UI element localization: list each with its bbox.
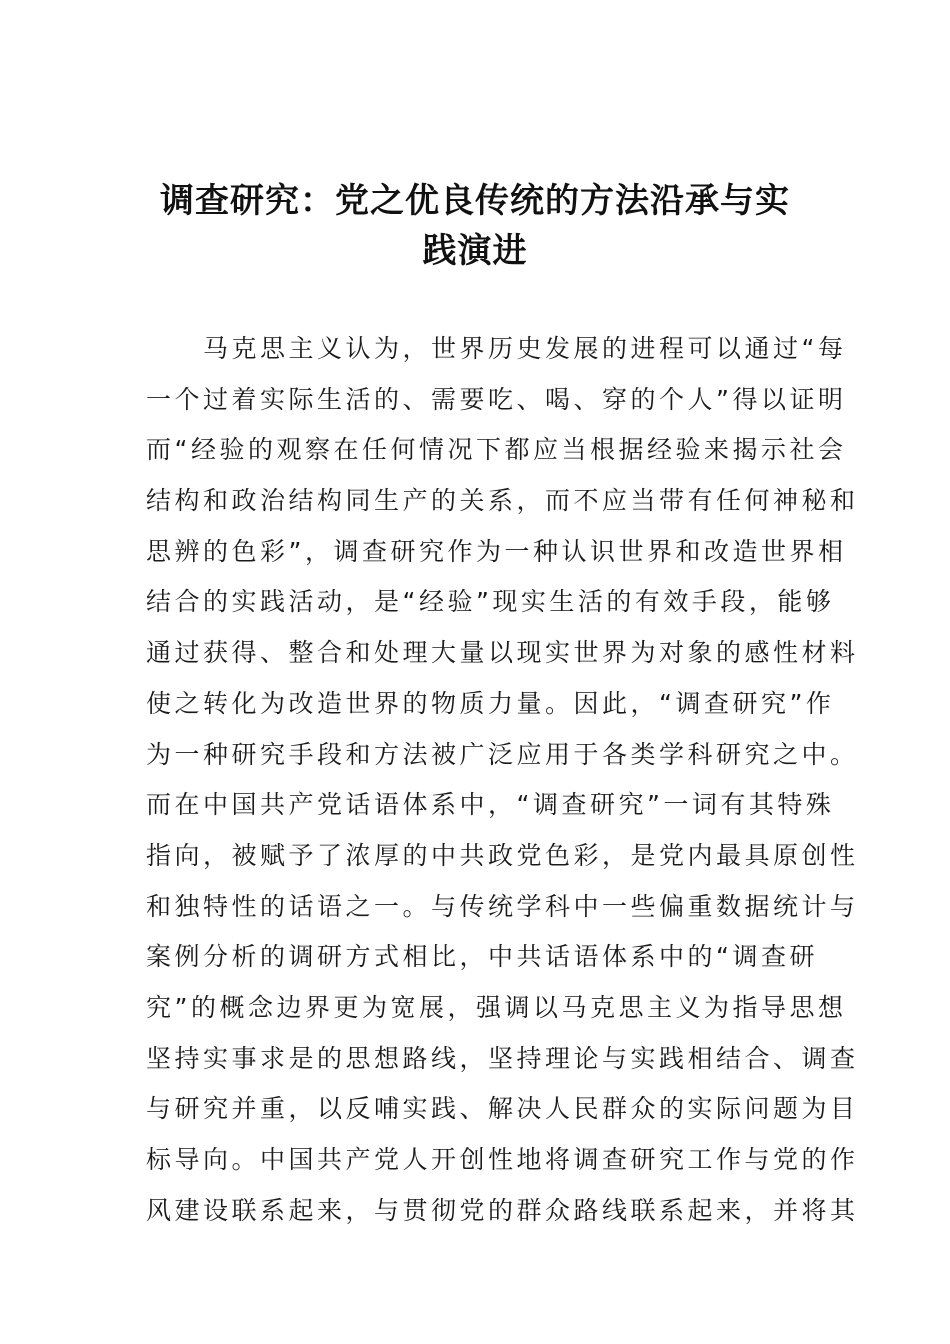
body-line: 马克思主义认为，世界历史发展的进程可以通过“每 [146, 334, 847, 363]
body-line: 究”的概念边界更为宽展，强调以马克思主义为指导思想 [146, 992, 847, 1022]
body-line: 一个过着实际生活的、需要吃、喝、穿的个人”得以证明 [146, 384, 847, 414]
document-title [140, 176, 810, 276]
body-line: 结构和政治结构同生产的关系，而不应当带有任何神秘和 [146, 486, 859, 516]
body-line: 为一种研究手段和方法被广泛应用于各类学科研究之中。 [146, 739, 859, 769]
body-line: 通过获得、整合和处理大量以现实世界为对象的感性材料 [146, 638, 859, 668]
body-line: 结合的实践活动，是“经验”现实生活的有效手段，能够 [146, 587, 835, 617]
body-line: 风建设联系起来，与贯彻党的群众路线联系起来，并将其 [146, 1195, 859, 1225]
body-line: 标导向。中国共产党人开创性地将调查研究工作与党的作 [146, 1145, 859, 1174]
body-line: 而在中国共产党话语体系中，“调查研究”一词有其特殊 [146, 790, 835, 820]
body-line: 坚持实事求是的思想路线，坚持理论与实践相结合、调查 [146, 1043, 859, 1073]
title-line: 践演进 [422, 231, 528, 271]
body-line: 案例分析的调研方式相比，中共话语体系中的“调查研 [146, 942, 818, 972]
title-line: 调查研究：党之优良传统的方法沿承与实 [160, 181, 790, 221]
body-line: 使之转化为改造世界的物质力量。因此，“调查研究”作 [146, 688, 835, 718]
body-line: 思辨的色彩”，调查研究作为一种认识世界和改造世界相 [146, 536, 847, 566]
body-paragraph [146, 324, 859, 1236]
body-line: 和独特性的话语之一。与传统学科中一些偏重数据统计与 [146, 891, 859, 921]
body-line: 指向，被赋予了浓厚的中共政党色彩，是党内最具原创性 [146, 840, 859, 870]
body-line: 与研究并重，以反哺实践、解决人民群众的实际问题为目 [146, 1094, 859, 1124]
body-line: 而“经验的观察在任何情况下都应当根据经验来揭示社会 [146, 435, 847, 465]
